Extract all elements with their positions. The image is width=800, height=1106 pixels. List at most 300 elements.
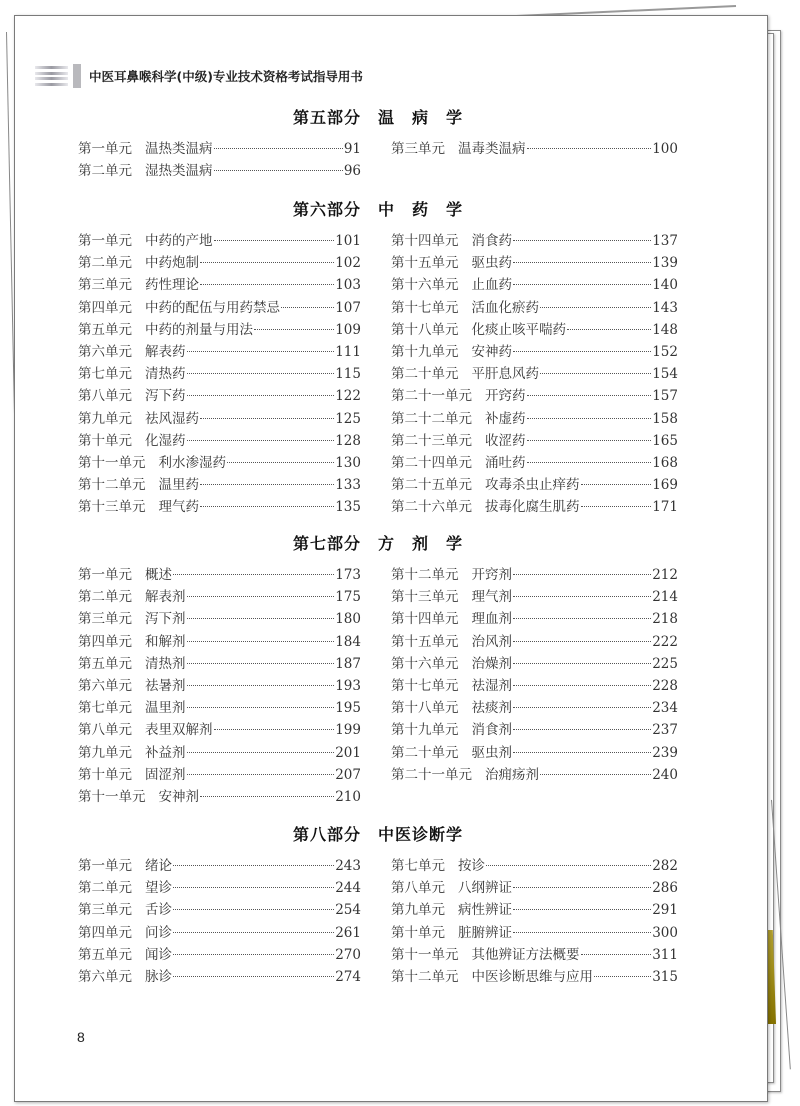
toc-entry[interactable] bbox=[391, 944, 678, 966]
dot-leader bbox=[200, 284, 334, 285]
unit-label: 第二十单元 bbox=[391, 366, 459, 383]
entry-title: 清热药 bbox=[145, 366, 186, 383]
toc-entry[interactable] bbox=[78, 274, 361, 296]
entry-title: 消食剂 bbox=[471, 722, 512, 739]
entry-page-number: 125 bbox=[335, 410, 361, 427]
toc-entry[interactable] bbox=[391, 966, 678, 988]
dot-leader bbox=[581, 484, 652, 485]
unit-label: 第二单元 bbox=[78, 589, 132, 606]
entry-page-number: 96 bbox=[343, 163, 361, 180]
entry-title: 中药炮制 bbox=[145, 255, 199, 272]
entry-title: 湿热类温病 bbox=[145, 163, 213, 180]
toc-entry[interactable] bbox=[78, 297, 361, 319]
entry-page-number: 103 bbox=[335, 277, 361, 294]
toc-entry[interactable] bbox=[391, 719, 678, 741]
unit-label: 第十二单元 bbox=[78, 477, 146, 494]
toc-entry[interactable] bbox=[391, 297, 678, 319]
entry-page-number: 101 bbox=[335, 233, 361, 249]
toc-column-right bbox=[391, 564, 678, 808]
entry-page-number: 140 bbox=[652, 277, 678, 294]
dot-leader bbox=[513, 932, 651, 933]
dot-leader bbox=[187, 440, 335, 441]
unit-label: 第十单元 bbox=[78, 766, 132, 783]
toc-entry[interactable] bbox=[78, 474, 361, 496]
entry-title: 化湿药 bbox=[145, 432, 186, 449]
toc-entry[interactable] bbox=[78, 742, 361, 764]
entry-title: 表里双解剂 bbox=[145, 722, 213, 739]
dot-leader bbox=[187, 663, 335, 664]
entry-title: 利水渗湿药 bbox=[158, 454, 226, 471]
entry-title: 中药的剂量与用法 bbox=[145, 321, 253, 338]
unit-label: 第二十一单元 bbox=[391, 766, 472, 783]
entry-page-number: 115 bbox=[335, 366, 361, 383]
toc-entry[interactable] bbox=[391, 899, 678, 921]
dot-leader bbox=[187, 707, 335, 708]
dot-leader bbox=[187, 373, 335, 374]
entry-title: 治痈疡剂 bbox=[485, 766, 539, 783]
unit-label: 第三单元 bbox=[78, 611, 132, 628]
entry-title: 解表剂 bbox=[145, 589, 186, 606]
section-title: 第七部分 方 剂 学 bbox=[292, 534, 463, 553]
toc-entry[interactable] bbox=[78, 341, 361, 363]
toc-column-right bbox=[391, 138, 678, 182]
entry-page-number: 180 bbox=[335, 611, 361, 628]
dot-leader bbox=[513, 685, 651, 686]
entry-title: 望诊 bbox=[145, 880, 172, 897]
entry-page-number: 282 bbox=[652, 858, 678, 874]
dot-leader bbox=[540, 307, 651, 308]
entry-page-number: 158 bbox=[652, 410, 678, 427]
dot-leader bbox=[527, 440, 652, 441]
entry-title: 闻诊 bbox=[145, 946, 172, 963]
unit-label: 第九单元 bbox=[391, 902, 445, 919]
toc-entry[interactable] bbox=[391, 138, 678, 160]
section-title: 第五部分 温 病 学 bbox=[292, 108, 463, 127]
toc-entry[interactable] bbox=[391, 474, 678, 496]
toc-entry[interactable] bbox=[78, 230, 361, 252]
toc-section bbox=[78, 823, 678, 988]
entry-title: 温里药 bbox=[158, 477, 199, 494]
toc-column-left bbox=[78, 564, 361, 808]
toc-entry[interactable] bbox=[78, 675, 361, 697]
toc-column-right bbox=[391, 855, 678, 988]
entry-page-number: 261 bbox=[335, 924, 361, 941]
toc-entry[interactable] bbox=[78, 966, 361, 988]
unit-label: 第十七单元 bbox=[391, 677, 459, 694]
entry-page-number: 199 bbox=[335, 722, 361, 739]
page-number: 8 bbox=[77, 1029, 85, 1045]
toc-entry[interactable] bbox=[78, 631, 361, 653]
unit-label: 第二十五单元 bbox=[391, 477, 472, 494]
unit-label: 第十五单元 bbox=[391, 633, 459, 650]
entry-page-number: 240 bbox=[652, 766, 678, 783]
toc-entry[interactable] bbox=[391, 631, 678, 653]
toc-entry[interactable] bbox=[391, 430, 678, 452]
toc-entry[interactable] bbox=[391, 922, 678, 944]
unit-label: 第二单元 bbox=[78, 880, 132, 897]
toc-entry[interactable] bbox=[78, 719, 361, 741]
toc-section bbox=[78, 198, 678, 518]
toc-column-right bbox=[391, 230, 678, 518]
toc-entry[interactable] bbox=[78, 877, 361, 899]
dot-leader bbox=[513, 909, 651, 910]
toc-entry[interactable] bbox=[78, 138, 361, 160]
entry-page-number: 102 bbox=[335, 255, 361, 272]
entry-title: 收涩药 bbox=[485, 432, 526, 449]
toc-column-left bbox=[78, 230, 361, 518]
unit-label: 第一单元 bbox=[78, 858, 132, 874]
dot-leader bbox=[527, 418, 652, 419]
entry-title: 舌诊 bbox=[145, 902, 172, 919]
dot-leader bbox=[513, 887, 651, 888]
dot-leader bbox=[214, 240, 335, 241]
unit-label: 第二十二单元 bbox=[391, 410, 472, 427]
entry-page-number: 228 bbox=[652, 677, 678, 694]
unit-label: 第十四单元 bbox=[391, 233, 459, 249]
dot-leader bbox=[581, 506, 652, 507]
entry-title: 治风剂 bbox=[471, 633, 512, 650]
toc-entry[interactable] bbox=[391, 764, 678, 786]
dot-leader bbox=[173, 932, 334, 933]
entry-page-number: 130 bbox=[335, 454, 361, 471]
toc-entry[interactable] bbox=[391, 564, 678, 586]
unit-label: 第二单元 bbox=[78, 255, 132, 272]
unit-label: 第九单元 bbox=[78, 744, 132, 761]
dot-leader bbox=[513, 707, 651, 708]
unit-label: 第十四单元 bbox=[391, 611, 459, 628]
unit-label: 第十五单元 bbox=[391, 255, 459, 272]
toc-entry[interactable] bbox=[391, 653, 678, 675]
entry-page-number: 193 bbox=[335, 677, 361, 694]
entry-page-number: 212 bbox=[652, 567, 678, 583]
unit-label: 第十单元 bbox=[391, 924, 445, 941]
dot-leader bbox=[187, 618, 335, 619]
header-stripes-icon bbox=[35, 66, 68, 86]
unit-label: 第八单元 bbox=[78, 388, 132, 405]
entry-title: 泻下药 bbox=[145, 388, 186, 405]
entry-page-number: 109 bbox=[335, 321, 361, 338]
entry-page-number: 237 bbox=[652, 722, 678, 739]
dot-leader bbox=[513, 641, 651, 642]
entry-title: 概述 bbox=[145, 567, 172, 583]
unit-label: 第七单元 bbox=[78, 700, 132, 717]
unit-label: 第十七单元 bbox=[391, 299, 459, 316]
dot-leader bbox=[513, 618, 651, 619]
toc-entry[interactable] bbox=[78, 899, 361, 921]
entry-page-number: 218 bbox=[652, 611, 678, 628]
entry-page-number: 122 bbox=[335, 388, 361, 405]
entry-page-number: 214 bbox=[652, 589, 678, 606]
book-title: 中医耳鼻喉科学(中级)专业技术资格考试指导用书 bbox=[89, 69, 363, 84]
unit-label: 第八单元 bbox=[391, 880, 445, 897]
toc-entry[interactable] bbox=[391, 319, 678, 341]
unit-label: 第十二单元 bbox=[391, 968, 459, 985]
toc-entry[interactable] bbox=[78, 764, 361, 786]
toc-entry[interactable] bbox=[78, 586, 361, 608]
unit-label: 第二十三单元 bbox=[391, 432, 472, 449]
dot-leader bbox=[214, 148, 343, 149]
dot-leader bbox=[173, 954, 334, 955]
entry-page-number: 100 bbox=[652, 141, 678, 157]
entry-page-number: 225 bbox=[652, 655, 678, 672]
entry-title: 温毒类温病 bbox=[458, 141, 526, 157]
dot-leader bbox=[173, 865, 334, 866]
entry-title: 脉诊 bbox=[145, 968, 172, 985]
unit-label: 第六单元 bbox=[78, 677, 132, 694]
dot-leader bbox=[187, 774, 335, 775]
entry-title: 温里剂 bbox=[145, 700, 186, 717]
toc-entry[interactable] bbox=[78, 408, 361, 430]
toc-entry[interactable] bbox=[78, 697, 361, 719]
toc-entry[interactable] bbox=[391, 877, 678, 899]
entry-page-number: 286 bbox=[652, 880, 678, 897]
toc-entry[interactable] bbox=[78, 786, 361, 808]
unit-label: 第三单元 bbox=[78, 277, 132, 294]
entry-title: 理血剂 bbox=[471, 611, 512, 628]
dot-leader bbox=[281, 307, 334, 308]
unit-label: 第三单元 bbox=[78, 902, 132, 919]
unit-label: 第四单元 bbox=[78, 633, 132, 650]
dot-leader bbox=[513, 240, 651, 241]
entry-page-number: 173 bbox=[335, 567, 361, 583]
entry-page-number: 201 bbox=[335, 744, 361, 761]
header-bar-icon bbox=[73, 64, 81, 88]
unit-label: 第七单元 bbox=[391, 858, 445, 874]
entry-title: 理气剂 bbox=[471, 589, 512, 606]
toc-entry[interactable] bbox=[78, 385, 361, 407]
dot-leader bbox=[581, 954, 652, 955]
unit-label: 第十一单元 bbox=[391, 946, 459, 963]
entry-page-number: 270 bbox=[335, 946, 361, 963]
dot-leader bbox=[200, 418, 334, 419]
dot-leader bbox=[200, 796, 334, 797]
entry-page-number: 274 bbox=[335, 968, 361, 985]
toc-entry[interactable] bbox=[391, 742, 678, 764]
toc-entry[interactable] bbox=[391, 608, 678, 630]
entry-title: 涌吐药 bbox=[485, 454, 526, 471]
entry-page-number: 168 bbox=[652, 454, 678, 471]
unit-label: 第五单元 bbox=[78, 321, 132, 338]
toc-entry[interactable] bbox=[391, 274, 678, 296]
entry-page-number: 171 bbox=[652, 499, 678, 516]
toc-entry[interactable] bbox=[391, 452, 678, 474]
dot-leader bbox=[567, 329, 651, 330]
entry-title: 其他辨证方法概要 bbox=[471, 946, 580, 963]
dot-leader bbox=[200, 484, 334, 485]
entry-title: 祛湿剂 bbox=[471, 677, 512, 694]
entry-page-number: 157 bbox=[652, 388, 678, 405]
toc-entry[interactable] bbox=[78, 855, 361, 877]
unit-label: 第十三单元 bbox=[78, 499, 146, 516]
dot-leader bbox=[513, 262, 651, 263]
entry-page-number: 91 bbox=[343, 141, 361, 157]
toc-entry[interactable] bbox=[391, 341, 678, 363]
dot-leader bbox=[513, 752, 651, 753]
entry-title: 驱虫剂 bbox=[471, 744, 512, 761]
entry-title: 固涩剂 bbox=[145, 766, 186, 783]
unit-label: 第二十六单元 bbox=[391, 499, 472, 516]
toc-entry[interactable] bbox=[391, 675, 678, 697]
entry-title: 泻下剂 bbox=[145, 611, 186, 628]
entry-page-number: 154 bbox=[652, 366, 678, 383]
entry-page-number: 195 bbox=[335, 700, 361, 717]
entry-title: 清热剂 bbox=[145, 655, 186, 672]
unit-label: 第五单元 bbox=[78, 655, 132, 672]
entry-page-number: 300 bbox=[652, 924, 678, 941]
entry-title: 安神药 bbox=[471, 343, 512, 360]
entry-page-number: 175 bbox=[335, 589, 361, 606]
unit-label: 第十六单元 bbox=[391, 655, 459, 672]
entry-title: 八纲辨证 bbox=[458, 880, 512, 897]
entry-title: 驱虫药 bbox=[471, 255, 512, 272]
toc-entry[interactable] bbox=[391, 385, 678, 407]
toc-entry[interactable] bbox=[391, 408, 678, 430]
unit-label: 第六单元 bbox=[78, 968, 132, 985]
dot-leader bbox=[513, 574, 651, 575]
entry-title: 止血药 bbox=[471, 277, 512, 294]
entry-title: 中医诊断思维与应用 bbox=[471, 968, 593, 985]
toc-section bbox=[78, 106, 678, 182]
entry-title: 补益剂 bbox=[145, 744, 186, 761]
unit-label: 第五单元 bbox=[78, 946, 132, 963]
dot-leader bbox=[214, 729, 335, 730]
entry-title: 补虚药 bbox=[485, 410, 526, 427]
entry-title: 治燥剂 bbox=[471, 655, 512, 672]
entry-page-number: 111 bbox=[335, 343, 361, 360]
entry-title: 安神剂 bbox=[158, 788, 199, 805]
unit-label: 第十单元 bbox=[78, 432, 132, 449]
toc-column-left bbox=[78, 855, 361, 988]
dot-leader bbox=[187, 395, 335, 396]
dot-leader bbox=[187, 641, 335, 642]
entry-page-number: 133 bbox=[335, 477, 361, 494]
toc-entry[interactable] bbox=[78, 608, 361, 630]
dot-leader bbox=[513, 663, 651, 664]
entry-title: 绪论 bbox=[145, 858, 172, 874]
entry-page-number: 244 bbox=[335, 880, 361, 897]
entry-title: 和解剂 bbox=[145, 633, 186, 650]
dot-leader bbox=[513, 729, 651, 730]
unit-label: 第二十一单元 bbox=[391, 388, 472, 405]
unit-label: 第十二单元 bbox=[391, 567, 459, 583]
entry-title: 按诊 bbox=[458, 858, 485, 874]
entry-title: 温热类温病 bbox=[145, 141, 213, 157]
entry-title: 脏腑辨证 bbox=[458, 924, 512, 941]
entry-page-number: 135 bbox=[335, 499, 361, 516]
dot-leader bbox=[200, 506, 334, 507]
toc-entry[interactable] bbox=[78, 922, 361, 944]
entry-title: 开窍剂 bbox=[471, 567, 512, 583]
unit-label: 第二单元 bbox=[78, 163, 132, 180]
toc-entry[interactable] bbox=[391, 496, 678, 518]
dot-leader bbox=[513, 284, 651, 285]
dot-leader bbox=[594, 976, 651, 977]
dot-leader bbox=[527, 395, 652, 396]
entry-title: 化痰止咳平喘药 bbox=[471, 321, 566, 338]
toc-entry[interactable] bbox=[391, 252, 678, 274]
toc-entry[interactable] bbox=[78, 252, 361, 274]
entry-page-number: 254 bbox=[335, 902, 361, 919]
unit-label: 第十六单元 bbox=[391, 277, 459, 294]
unit-label: 第三单元 bbox=[391, 141, 445, 157]
toc-entry[interactable] bbox=[391, 586, 678, 608]
dot-leader bbox=[513, 596, 651, 597]
dot-leader bbox=[200, 262, 334, 263]
dot-leader bbox=[254, 329, 334, 330]
dot-leader bbox=[187, 596, 335, 597]
entry-page-number: 210 bbox=[335, 788, 361, 805]
dot-leader bbox=[187, 752, 335, 753]
toc-entry[interactable] bbox=[391, 230, 678, 252]
toc-column-left bbox=[78, 138, 361, 182]
entry-page-number: 239 bbox=[652, 744, 678, 761]
dot-leader bbox=[540, 373, 651, 374]
entry-title: 问诊 bbox=[145, 924, 172, 941]
toc-entry[interactable] bbox=[78, 653, 361, 675]
dot-leader bbox=[486, 865, 651, 866]
entry-title: 消食药 bbox=[471, 233, 512, 249]
toc-entry[interactable] bbox=[78, 944, 361, 966]
unit-label: 第十一单元 bbox=[78, 788, 146, 805]
entry-page-number: 311 bbox=[652, 946, 678, 963]
toc-entry[interactable] bbox=[78, 496, 361, 518]
entry-page-number: 315 bbox=[652, 968, 678, 985]
entry-page-number: 139 bbox=[652, 255, 678, 272]
toc-entry[interactable] bbox=[78, 160, 361, 182]
entry-page-number: 143 bbox=[652, 299, 678, 316]
toc-entry[interactable] bbox=[78, 430, 361, 452]
unit-label: 第十三单元 bbox=[391, 589, 459, 606]
entry-title: 理气药 bbox=[158, 499, 199, 516]
unit-label: 第一单元 bbox=[78, 141, 132, 157]
unit-label: 第一单元 bbox=[78, 567, 132, 583]
toc-section bbox=[78, 532, 678, 808]
section-title: 第八部分 中医诊断学 bbox=[292, 825, 463, 844]
toc-entry[interactable] bbox=[391, 855, 678, 877]
unit-label: 第十八单元 bbox=[391, 321, 459, 338]
toc-entry[interactable] bbox=[78, 452, 361, 474]
unit-label: 第二十四单元 bbox=[391, 454, 472, 471]
toc-entry[interactable] bbox=[78, 363, 361, 385]
toc-entry[interactable] bbox=[391, 697, 678, 719]
entry-title: 祛暑剂 bbox=[145, 677, 186, 694]
dot-leader bbox=[227, 462, 334, 463]
toc-entry[interactable] bbox=[391, 363, 678, 385]
entry-page-number: 187 bbox=[335, 655, 361, 672]
entry-title: 祛痰剂 bbox=[471, 700, 512, 717]
unit-label: 第四单元 bbox=[78, 299, 132, 316]
entry-title: 病性辨证 bbox=[458, 902, 512, 919]
entry-title: 攻毒杀虫止痒药 bbox=[485, 477, 580, 494]
unit-label: 第十八单元 bbox=[391, 700, 459, 717]
dot-leader bbox=[540, 774, 651, 775]
entry-page-number: 207 bbox=[335, 766, 361, 783]
toc-entry[interactable] bbox=[78, 564, 361, 586]
unit-label: 第一单元 bbox=[78, 233, 132, 249]
dot-leader bbox=[173, 574, 334, 575]
entry-page-number: 184 bbox=[335, 633, 361, 650]
entry-page-number: 107 bbox=[335, 299, 361, 316]
unit-label: 第六单元 bbox=[78, 343, 132, 360]
toc-entry[interactable] bbox=[78, 319, 361, 341]
dot-leader bbox=[173, 976, 334, 977]
dot-leader bbox=[513, 351, 651, 352]
unit-label: 第九单元 bbox=[78, 410, 132, 427]
dot-leader bbox=[187, 351, 335, 352]
entry-title: 解表药 bbox=[145, 343, 186, 360]
entry-page-number: 234 bbox=[652, 700, 678, 717]
unit-label: 第十九单元 bbox=[391, 722, 459, 739]
